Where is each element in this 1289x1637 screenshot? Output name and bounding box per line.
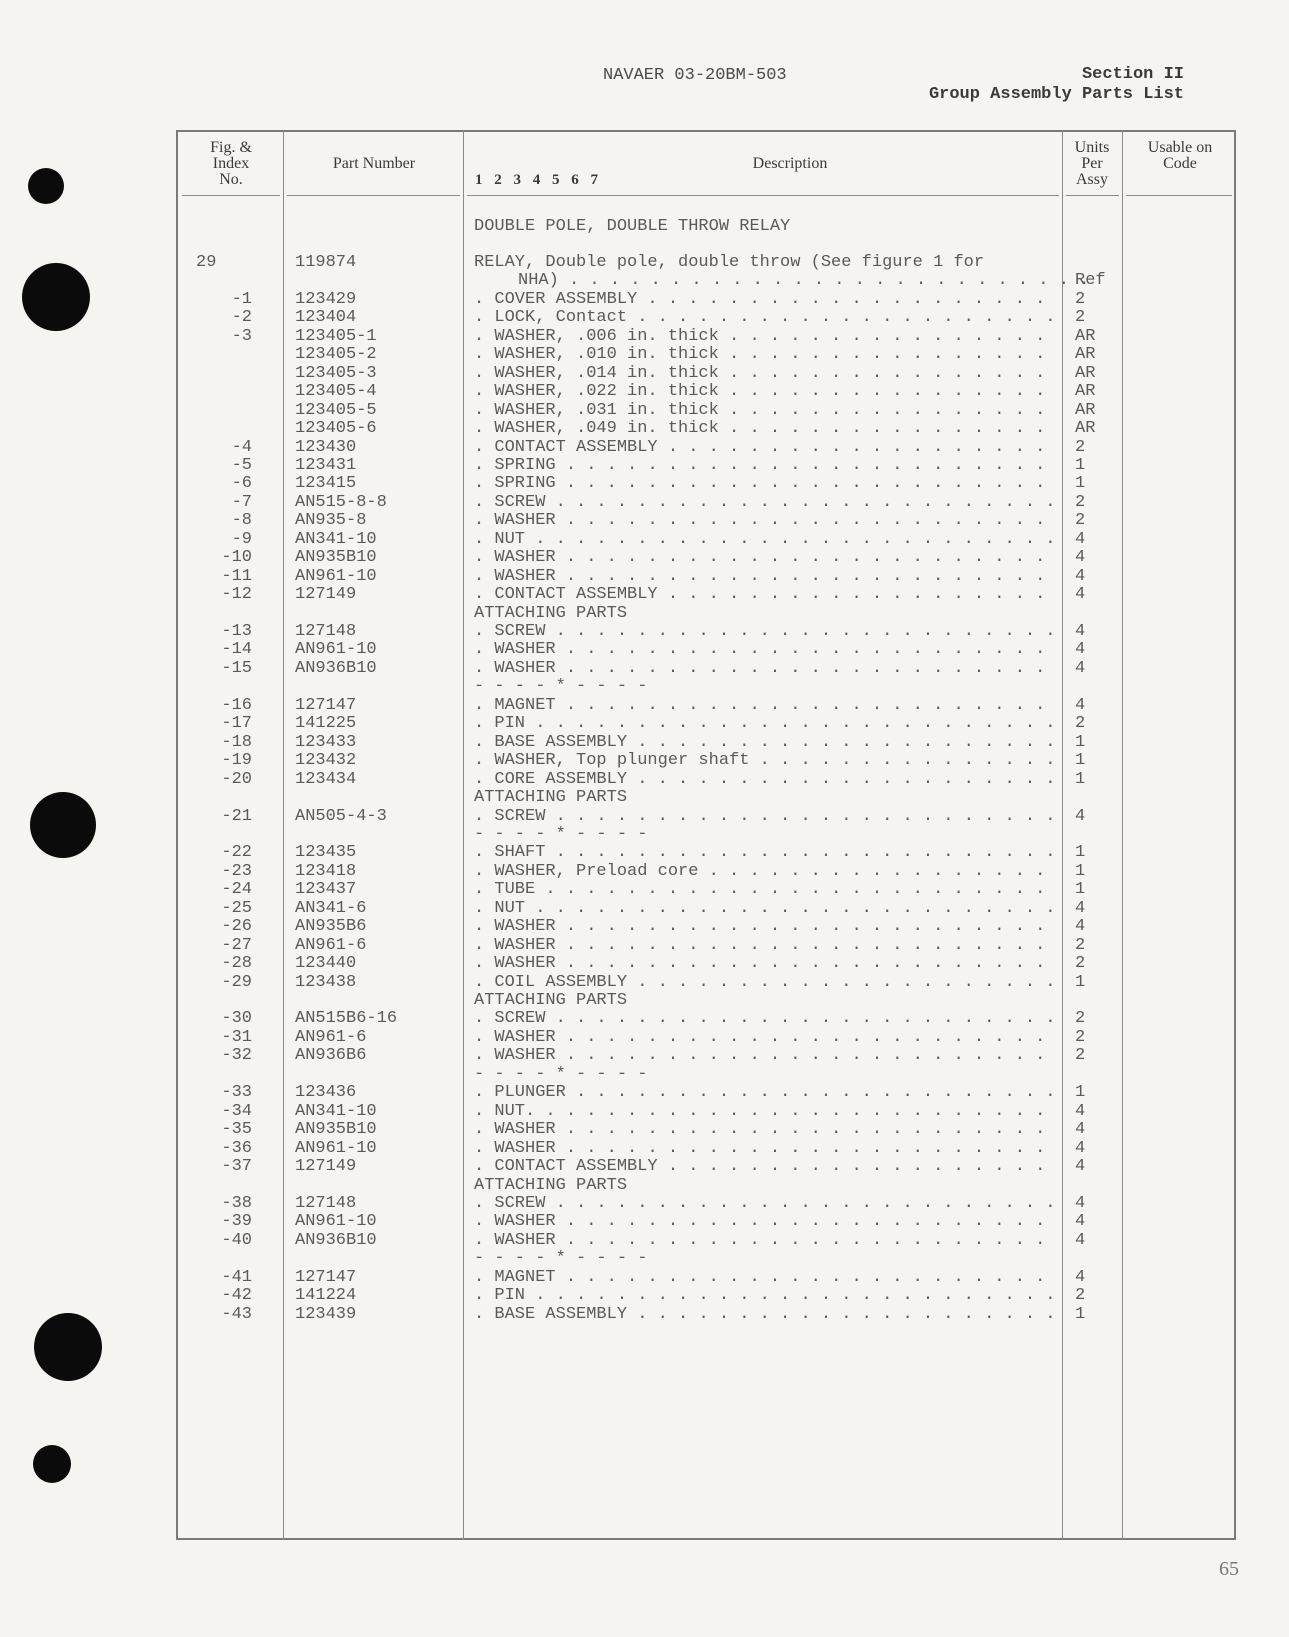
index-number: -22	[221, 843, 252, 863]
indent-digits: 1 2 3 4 5 6 7	[475, 172, 598, 188]
part-description: - - - - * - - - -	[474, 1249, 648, 1269]
units-per-assy: AR	[1075, 400, 1096, 420]
table-row	[0, 511, 1289, 530]
units-per-assy: 2	[1075, 954, 1086, 974]
part-number: AN936B10	[295, 658, 377, 678]
part-description: . WASHER, .014 in. thick . . .	[474, 364, 1054, 383]
part-number: AN515-8-8	[295, 492, 387, 512]
part-description: . CONTACT ASSEMBLY . . .	[474, 438, 1054, 457]
part-description: . WASHER . . .	[474, 1231, 1054, 1250]
part-number: AN505-4-3	[295, 806, 387, 826]
units-per-assy: 2	[1075, 511, 1086, 531]
part-number: 123405-4	[295, 382, 377, 402]
table-row	[0, 567, 1289, 586]
page-number: 65	[1219, 1558, 1239, 1580]
header-rule	[467, 195, 1059, 196]
part-number: 123438	[295, 972, 357, 992]
section-label: Section II	[1081, 65, 1184, 84]
units-per-assy: AR	[1075, 345, 1096, 365]
part-number: 123429	[295, 289, 357, 309]
index-number: -27	[221, 935, 252, 955]
part-number: AN936B6	[295, 1046, 367, 1066]
part-description: . WASHER . . .	[474, 511, 1054, 530]
index-number: -23	[221, 861, 252, 881]
table-row	[0, 1212, 1289, 1231]
part-description: . MAGNET . . .	[474, 1268, 1054, 1287]
table-row	[0, 1083, 1289, 1102]
index-number: -17	[221, 714, 252, 734]
part-number: 123440	[295, 954, 357, 974]
index-number: -14	[221, 640, 252, 660]
part-description: . WASHER . . .	[474, 567, 1054, 586]
index-number: -36	[221, 1138, 252, 1158]
table-row	[0, 751, 1289, 770]
part-description: . WASHER . . .	[474, 1120, 1054, 1139]
part-description: . WASHER . . .	[474, 1212, 1054, 1231]
part-description: . BASE ASSEMBLY . . .	[474, 733, 1054, 752]
units-per-assy: 1	[1075, 972, 1086, 992]
units-per-assy: 1	[1075, 1304, 1086, 1324]
index-number: -33	[221, 1083, 252, 1103]
index-number: -24	[221, 880, 252, 900]
units-per-assy: 4	[1075, 1157, 1086, 1177]
index-number: -21	[221, 806, 252, 826]
units-per-assy: 1	[1075, 769, 1086, 789]
part-description: . WASHER, .010 in. thick . . .	[474, 345, 1054, 364]
part-description: ATTACHING PARTS	[474, 788, 628, 808]
table-row	[0, 843, 1289, 862]
units-per-assy: 4	[1075, 1120, 1086, 1140]
table-row	[0, 862, 1289, 881]
index-number: -3	[231, 326, 252, 346]
table-row	[0, 880, 1289, 899]
part-number: 123405-3	[295, 363, 377, 383]
part-description: . SCREW . . .	[474, 622, 1054, 641]
units-per-assy: 2	[1075, 289, 1086, 309]
part-description: . WASHER . . .	[474, 659, 1054, 678]
table-row	[0, 290, 1289, 309]
table-row	[0, 917, 1289, 936]
index-number: -32	[221, 1046, 252, 1066]
part-description: . COVER ASSEMBLY . . .	[474, 290, 1054, 309]
part-description: . NUT. . . .	[474, 1102, 1054, 1121]
table-row	[0, 548, 1289, 567]
units-per-assy: 1	[1075, 843, 1086, 863]
table-row	[0, 1046, 1289, 1065]
part-number: AN935B10	[295, 548, 377, 568]
section-title: Group Assembly Parts List	[928, 85, 1184, 104]
table-row	[0, 973, 1289, 992]
table-row	[0, 770, 1289, 789]
table-row	[0, 1249, 1289, 1268]
part-description: . LOCK, Contact . . .	[474, 308, 1054, 327]
units-per-assy: 4	[1075, 1267, 1086, 1287]
table-row	[0, 585, 1289, 604]
table-row	[0, 991, 1289, 1010]
table-row	[0, 345, 1289, 364]
units-per-assy: 4	[1075, 548, 1086, 568]
table-row	[0, 1065, 1289, 1084]
units-per-assy: 1	[1075, 1083, 1086, 1103]
units-per-assy: 2	[1075, 1286, 1086, 1306]
units-per-assy: AR	[1075, 382, 1096, 402]
table-row	[0, 1009, 1289, 1028]
units-per-assy: 4	[1075, 1138, 1086, 1158]
units-per-assy: 1	[1075, 861, 1086, 881]
part-description: . WASHER . . .	[474, 954, 1054, 973]
part-description: . WASHER, Preload core . . .	[474, 862, 1054, 881]
units-per-assy: 4	[1075, 585, 1086, 605]
binder-hole	[34, 1313, 102, 1381]
units-per-assy: 2	[1075, 1046, 1086, 1066]
index-number: 29	[196, 253, 217, 272]
units-per-assy: 2	[1075, 1027, 1086, 1047]
units-per-assy: 4	[1075, 898, 1086, 918]
part-number: 123405-5	[295, 400, 377, 420]
table-row	[0, 1102, 1289, 1121]
table-row	[0, 474, 1289, 493]
index-number: -42	[221, 1286, 252, 1306]
table-row	[0, 401, 1289, 420]
part-description: ATTACHING PARTS	[474, 991, 628, 1010]
part-description: . WASHER, Top plunger shaft . . .	[474, 751, 1054, 770]
table-row	[0, 640, 1289, 659]
part-description: . NUT . . .	[474, 899, 1054, 918]
part-description: ATTACHING PARTS	[474, 603, 628, 623]
table-row	[0, 1268, 1289, 1287]
table-row	[0, 253, 1289, 272]
part-number: AN341-6	[295, 898, 367, 918]
column-header-part-number: Part Number	[332, 155, 416, 172]
units-per-assy: 2	[1075, 308, 1086, 328]
index-number: -13	[221, 622, 252, 641]
document-number: NAVAER 03-20BM-503	[603, 66, 787, 85]
units-per-assy: AR	[1075, 363, 1096, 383]
index-number: -26	[221, 917, 252, 937]
part-number: 127149	[295, 1157, 357, 1177]
part-number: 123405-6	[295, 419, 377, 439]
table-row	[0, 1194, 1289, 1213]
part-description: . PIN . . .	[474, 714, 1054, 733]
index-number: -38	[221, 1193, 252, 1213]
units-per-assy: 1	[1075, 880, 1086, 900]
part-number: AN935B10	[295, 1120, 377, 1140]
index-number: -40	[221, 1230, 252, 1250]
units-per-assy: 2	[1075, 714, 1086, 734]
binder-hole	[33, 1445, 71, 1483]
units-per-assy: 4	[1075, 1230, 1086, 1250]
part-number: AN341-10	[295, 529, 377, 549]
index-number: -11	[221, 566, 252, 586]
units-per-assy: Ref	[1075, 271, 1106, 291]
part-description: . PIN . . .	[474, 1286, 1054, 1305]
units-per-assy: 4	[1075, 622, 1086, 641]
part-number: 123404	[295, 308, 357, 328]
part-description: . SCREW . . .	[474, 807, 1054, 826]
index-number: -37	[221, 1157, 252, 1177]
table-row	[0, 1139, 1289, 1158]
part-description: - - - - * - - - -	[474, 824, 648, 844]
table-row	[0, 936, 1289, 955]
header-rule	[1126, 195, 1232, 196]
part-description: RELAY, Double pole, double throw (See figure 1 for	[474, 253, 985, 272]
table-row	[0, 807, 1289, 826]
part-number: 123418	[295, 861, 357, 881]
units-per-assy: 4	[1075, 529, 1086, 549]
part-description: . PLUNGER . . .	[474, 1083, 1054, 1102]
units-per-assy: 1	[1075, 455, 1086, 475]
part-number: AN341-10	[295, 1101, 377, 1121]
part-number: AN961-10	[295, 566, 377, 586]
index-number: -7	[231, 492, 252, 512]
part-number: 123405-1	[295, 326, 377, 346]
table-row	[0, 825, 1289, 844]
units-per-assy: 4	[1075, 640, 1086, 660]
index-number: -29	[221, 972, 252, 992]
table-row	[0, 382, 1289, 401]
table-row	[0, 493, 1289, 512]
part-description: . SPRING . . .	[474, 474, 1054, 493]
part-description: . WASHER . . .	[474, 640, 1054, 659]
index-number: -5	[231, 455, 252, 475]
units-per-assy: AR	[1075, 419, 1096, 439]
index-number: -25	[221, 898, 252, 918]
part-number: 123437	[295, 880, 357, 900]
part-number: 119874	[295, 253, 357, 272]
header-rule	[1066, 195, 1119, 196]
part-description: . TUBE . . .	[474, 880, 1054, 899]
index-number: -2	[231, 308, 252, 328]
table-row	[0, 604, 1289, 623]
part-description: . WASHER, .022 in. thick . . .	[474, 382, 1054, 401]
part-number: 127148	[295, 622, 357, 641]
part-number: AN961-6	[295, 1027, 367, 1047]
table-row	[0, 1176, 1289, 1195]
table-row	[0, 438, 1289, 457]
column-header-usable: Usable on Code	[1147, 139, 1213, 172]
part-description: - - - - * - - - -	[474, 1064, 648, 1084]
table-row	[0, 327, 1289, 346]
part-description: . WASHER . . .	[474, 1028, 1054, 1047]
units-per-assy: 2	[1075, 935, 1086, 955]
index-number: -6	[231, 474, 252, 494]
section-heading-row	[0, 217, 1289, 236]
part-number: 123434	[295, 769, 357, 789]
part-description: . SCREW . . .	[474, 1009, 1054, 1028]
part-number: 123432	[295, 751, 357, 771]
table-row	[0, 1028, 1289, 1047]
part-description: . WASHER . . .	[474, 1046, 1054, 1065]
assembly-heading: DOUBLE POLE, DOUBLE THROW RELAY	[474, 217, 791, 236]
table-row	[0, 899, 1289, 918]
index-number: -35	[221, 1120, 252, 1140]
part-number: AN961-10	[295, 1138, 377, 1158]
table-row	[0, 696, 1289, 715]
units-per-assy: 1	[1075, 751, 1086, 771]
part-description: . CORE ASSEMBLY . . .	[474, 770, 1054, 789]
index-number: -10	[221, 548, 252, 568]
table-row	[0, 271, 1289, 290]
table-row	[0, 788, 1289, 807]
index-number: -8	[231, 511, 252, 531]
table-row	[0, 1231, 1289, 1250]
index-number: -39	[221, 1212, 252, 1232]
table-row	[0, 622, 1289, 641]
part-description: . WASHER . . .	[474, 548, 1054, 567]
binder-hole	[28, 168, 64, 204]
table-row	[0, 659, 1289, 678]
part-description: . WASHER, .031 in. thick . . .	[474, 401, 1054, 420]
units-per-assy: 2	[1075, 437, 1086, 457]
part-description: NHA) . . .	[474, 271, 1098, 290]
table-row	[0, 364, 1289, 383]
part-number: 127148	[295, 1193, 357, 1213]
part-description: . CONTACT ASSEMBLY . . .	[474, 585, 1054, 604]
units-per-assy: 4	[1075, 1193, 1086, 1213]
part-description: . SPRING . . .	[474, 456, 1054, 475]
part-number: 127147	[295, 695, 357, 715]
units-per-assy: 4	[1075, 1101, 1086, 1121]
part-description: . NUT . . .	[474, 530, 1054, 549]
part-description: . WASHER, .049 in. thick . . .	[474, 419, 1054, 438]
part-description: . SHAFT . . .	[474, 843, 1054, 862]
part-number: AN935-8	[295, 511, 367, 531]
units-per-assy: 4	[1075, 806, 1086, 826]
units-per-assy: 1	[1075, 474, 1086, 494]
part-description: . CONTACT ASSEMBLY . . .	[474, 1157, 1054, 1176]
part-description: - - - - * - - - -	[474, 677, 648, 697]
part-description: . SCREW . . .	[474, 493, 1054, 512]
part-description: . WASHER . . .	[474, 917, 1054, 936]
units-per-assy: 2	[1075, 1009, 1086, 1029]
part-number: AN961-10	[295, 1212, 377, 1232]
part-number: 127147	[295, 1267, 357, 1287]
part-number: AN961-10	[295, 640, 377, 660]
units-per-assy: 4	[1075, 566, 1086, 586]
part-description: . COIL ASSEMBLY . . .	[474, 973, 1054, 992]
units-per-assy: AR	[1075, 326, 1096, 346]
table-row	[0, 677, 1289, 696]
index-number: -18	[221, 732, 252, 752]
part-description: . WASHER, .006 in. thick . . .	[474, 327, 1054, 346]
table-row	[0, 714, 1289, 733]
table-row	[0, 308, 1289, 327]
part-description: . SCREW . . .	[474, 1194, 1054, 1213]
table-row	[0, 1157, 1289, 1176]
index-number: -4	[231, 437, 252, 457]
index-number: -9	[231, 529, 252, 549]
index-number: -43	[221, 1304, 252, 1324]
units-per-assy: 1	[1075, 732, 1086, 752]
part-description: . WASHER . . .	[474, 936, 1054, 955]
part-number: 123430	[295, 437, 357, 457]
units-per-assy: 2	[1075, 492, 1086, 512]
table-row	[0, 1286, 1289, 1305]
units-per-assy: 4	[1075, 1212, 1086, 1232]
part-number: 123405-2	[295, 345, 377, 365]
table-row	[0, 1305, 1289, 1324]
table-row	[0, 1120, 1289, 1139]
units-per-assy: 4	[1075, 658, 1086, 678]
index-number: -19	[221, 751, 252, 771]
index-number: -12	[221, 585, 252, 605]
header-rule	[182, 195, 280, 196]
part-number: AN935B6	[295, 917, 367, 937]
column-header-units: Units Per Assy	[1074, 139, 1110, 188]
part-number: 123433	[295, 732, 357, 752]
part-number: 141224	[295, 1286, 357, 1306]
part-description: . BASE ASSEMBLY . . .	[474, 1305, 1054, 1324]
table-row	[0, 530, 1289, 549]
table-row	[0, 456, 1289, 475]
index-number: -1	[231, 289, 252, 309]
part-description: . MAGNET . . .	[474, 696, 1054, 715]
index-number: -28	[221, 954, 252, 974]
index-number: -30	[221, 1009, 252, 1029]
part-number: 123439	[295, 1304, 357, 1324]
index-number: -34	[221, 1101, 252, 1121]
part-description: ATTACHING PARTS	[474, 1175, 628, 1195]
table-row	[0, 733, 1289, 752]
part-number: 123431	[295, 455, 357, 475]
index-number: -31	[221, 1027, 252, 1047]
index-number: -15	[221, 658, 252, 678]
part-number: AN515B6-16	[295, 1009, 398, 1029]
column-header-description: Description	[752, 155, 828, 172]
part-number: 123415	[295, 474, 357, 494]
part-number: AN961-6	[295, 935, 367, 955]
units-per-assy: 4	[1075, 695, 1086, 715]
table-row	[0, 419, 1289, 438]
part-description: . WASHER . . .	[474, 1139, 1054, 1158]
part-number: 123435	[295, 843, 357, 863]
part-number: AN936B10	[295, 1230, 377, 1250]
units-per-assy: 4	[1075, 917, 1086, 937]
index-number: -41	[221, 1267, 252, 1287]
table-row	[0, 954, 1289, 973]
part-number: 127149	[295, 585, 357, 605]
part-number: 141225	[295, 714, 357, 734]
section-header	[929, 65, 1184, 105]
column-header-fig-index: Fig. & Index No.	[210, 139, 252, 188]
part-number: 123436	[295, 1083, 357, 1103]
index-number: -20	[221, 769, 252, 789]
header-rule	[287, 195, 460, 196]
index-number: -16	[221, 695, 252, 715]
